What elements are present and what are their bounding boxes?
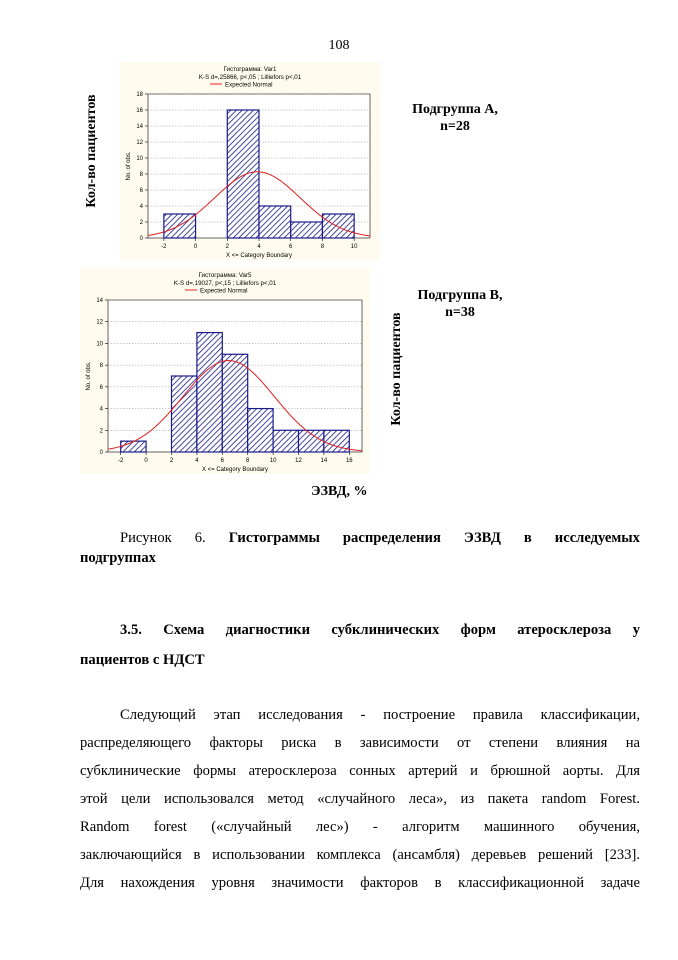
histogram-bar (291, 222, 323, 238)
x-tick-label: 8 (246, 458, 250, 464)
y-tick-label: 6 (139, 188, 143, 194)
y-tick-label: 0 (99, 450, 103, 456)
paragraph-line-4: этой цели использовался метод «случайного леса», из пакета random Forest. (80, 791, 640, 807)
body-paragraph (80, 701, 640, 897)
histogram-bar (259, 206, 291, 238)
x-tick-label: 10 (350, 244, 358, 250)
paragraph-line-6: заключающийся в использовании комплекса (ансамбля) деревьев решений [233]. (80, 847, 640, 863)
x-tick-label: 12 (295, 458, 302, 464)
histogram-chart-2 (80, 268, 370, 474)
figure-x-axis-caption: ЭЗВД, % (311, 484, 368, 499)
y-tick-label: 8 (139, 172, 143, 178)
paragraph-line-7: Для нахождения уровня значимости факторов в классификационной задаче (80, 875, 640, 891)
legend-entry: Expected Normal (225, 81, 273, 89)
histogram-bar (121, 441, 146, 452)
y-tick-label: 6 (99, 384, 103, 391)
y-tick-label: 10 (136, 156, 143, 162)
subgroup-a-n: n=28 (440, 119, 470, 134)
subgroup-a-label (380, 101, 530, 135)
figure-caption-line-1 (80, 524, 640, 552)
histogram-bar (273, 430, 298, 452)
histogram-chart-1-svg (120, 62, 380, 260)
x-tick-label: 0 (193, 244, 198, 250)
x-tick-label: 16 (345, 458, 353, 464)
y-axis-label: No. of obs. (126, 151, 132, 181)
subgroup-b-label (385, 287, 535, 321)
paragraph-line-3: субклинические формы атеросклероза сонных артерий и брюшной аорты. Для (80, 763, 640, 779)
x-tick-label: 4 (195, 458, 199, 464)
section-heading-line-2: пациентов с НДСТ (80, 652, 205, 668)
figure-caption (80, 524, 640, 572)
x-tick-label: 8 (320, 244, 325, 250)
chart-subtitle: K-S d=,25866, p<,05 ; Lilliefors p<,01 (198, 74, 302, 81)
y-axis-label: No. of obs. (86, 361, 92, 391)
y-tick-label: 18 (136, 92, 143, 98)
x-axis-label: X <= Category Boundary (225, 253, 293, 259)
page-number: 108 (328, 38, 350, 53)
histogram-bar (227, 110, 259, 238)
subgroup-b-title: Подгруппа В, (417, 288, 503, 303)
paragraph-line-1: Следующий этап исследования - построение правила классификации, (120, 707, 640, 723)
chart-title: Гистограмма: Var1 (223, 66, 277, 73)
y-tick-label: 12 (96, 319, 103, 326)
section-heading-line-1: 3.5. Схема диагностики субклинических форм атеросклероза у (120, 622, 640, 638)
y-tick-label: 14 (136, 124, 143, 130)
histogram-bar (164, 214, 196, 238)
y-tick-label: 8 (99, 363, 103, 370)
y-tick-label: 4 (139, 204, 143, 210)
y-axis-label-right: Кол-во пациентов (389, 312, 404, 426)
y-tick-label: 0 (139, 236, 143, 242)
histogram-chart-2-svg (80, 268, 370, 474)
x-tick-label: 2 (169, 458, 174, 464)
subgroup-a-title: Подгруппа А, (412, 102, 498, 117)
x-tick-label: 6 (289, 244, 293, 250)
x-tick-label: 14 (320, 458, 328, 464)
y-tick-label: 2 (99, 428, 103, 435)
x-tick-label: 6 (220, 458, 224, 464)
subgroup-b-n: n=38 (445, 305, 475, 320)
figure-caption-line-2: подгруппах (80, 550, 156, 566)
y-tick-label: 2 (139, 220, 143, 226)
paragraph-line-5: Random forest («случайный лес») - алгоритм машинного обучения, (80, 819, 640, 835)
y-tick-label: 4 (99, 406, 103, 413)
histogram-bar (172, 376, 197, 452)
y-axis-label-left: Кол-во пациентов (84, 94, 99, 208)
chart-subtitle: K-S d=,19027, p<,15 ; Lilliefors p<,01 (173, 280, 277, 287)
figure-caption-title: Гистограммы распределения ЭЗВД в исследуемых (228, 530, 640, 546)
y-tick-label: 12 (136, 140, 143, 146)
x-tick-label: -2 (161, 244, 167, 250)
x-tick-label: 4 (257, 244, 261, 250)
paragraph-line-2: распределяющего факторы риска в зависимости от степени влияния на (80, 735, 640, 751)
x-axis-label: X <= Category Boundary (201, 467, 269, 473)
histogram-bar (322, 214, 354, 238)
legend-entry: Expected Normal (200, 287, 248, 295)
x-tick-label: 10 (269, 458, 277, 464)
histogram-chart-1 (120, 62, 380, 260)
y-tick-label: 14 (96, 298, 103, 304)
y-tick-label: 10 (96, 341, 103, 348)
histogram-bar (248, 409, 273, 452)
y-tick-label: 16 (136, 108, 143, 114)
histogram-bar (222, 354, 247, 452)
x-tick-label: 2 (225, 244, 229, 250)
x-tick-label: -2 (118, 458, 124, 464)
section-heading (80, 616, 640, 674)
histogram-bar (197, 333, 222, 452)
x-tick-label: 0 (144, 458, 148, 464)
chart-title: Гистограмма: Var5 (198, 272, 252, 279)
figure-caption-prefix: Рисунок 6. (120, 530, 206, 546)
